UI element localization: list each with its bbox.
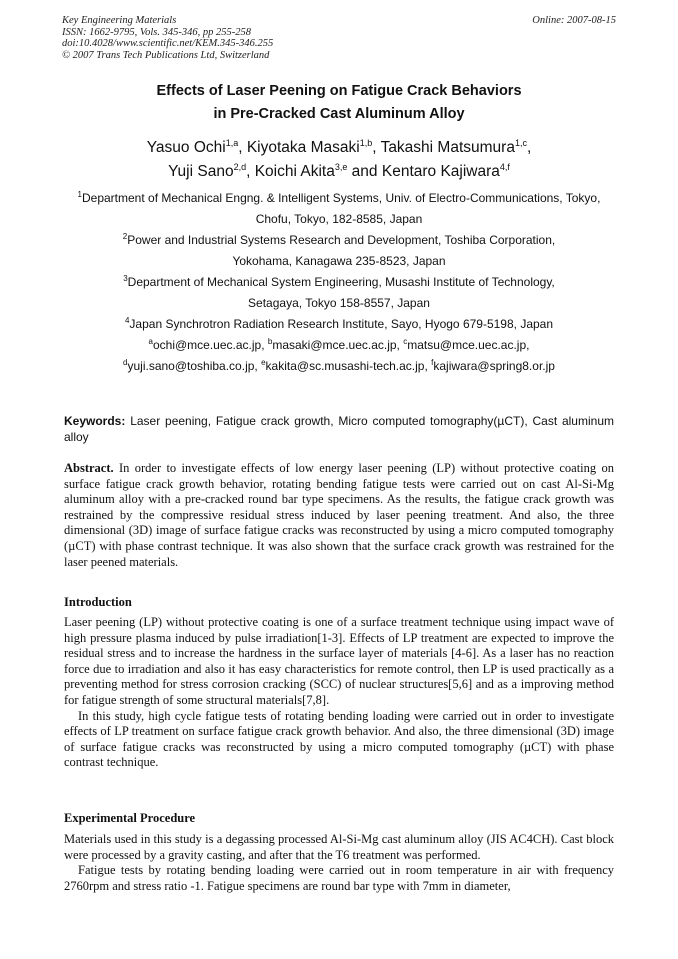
abstract-text: In order to investigate effects of low energy laser peening (LP) without protective coating on surface fatigue crack growth behavior, rotating bending fatigue tests were carried out on cast Al-Si-Mg aluminum alloy with a pre-cracked round bar type specimens. As the results, the fatigue crack growth was restrained by the compressive residual stress induced by laser peening treatment. And also, the three dimensional (3D) image of surface fatigue cracks was reconstructed by using a micro computed tomography (µCT) with phase contrast technique. It was also shown that the surface crack growth was restrained for the laser peened materials.: [64, 461, 614, 569]
author-list: [62, 136, 616, 184]
email-sup: a: [148, 337, 153, 346]
introduction-body: [64, 615, 614, 771]
affiliation-text: Japan Synchrotron Radiation Research Institute, Sayo, Hyogo 679-5198, Japan: [129, 317, 554, 331]
introduction-heading: Introduction: [64, 595, 132, 609]
affiliation-text: Department of Mechanical System Engineering, Musashi Institute of Technology,: [127, 275, 555, 289]
journal-copyright: © 2007 Trans Tech Publications Ltd, Switzerland: [62, 49, 270, 61]
affiliation-number: 2: [122, 232, 128, 241]
affiliation-number: 3: [123, 274, 128, 283]
email-link[interactable]: yuji.sano@toshiba.co.jp,: [127, 359, 258, 373]
author-name: Koichi Akita: [254, 163, 335, 180]
affiliation-1-line-2: Chofu, Tokyo, 182-8585, Japan: [255, 212, 423, 226]
email-line-1: [62, 335, 616, 356]
affiliation-1-line-1: [62, 188, 616, 209]
online-date: Online: 2007-08-15: [532, 15, 616, 26]
email-link[interactable]: kajiwara@spring8.or.jp: [433, 359, 555, 373]
affiliation-4-line-1: [62, 314, 616, 335]
affiliation-2-line-1: [62, 230, 616, 251]
email-sup: e: [261, 358, 266, 367]
keywords-label: Keywords:: [64, 414, 126, 428]
author-sup: 4,f: [499, 162, 510, 172]
affiliation-2-line-2: Yokohama, Kanagawa 235-8523, Japan: [232, 254, 446, 268]
email-sup: f: [431, 358, 434, 367]
author-sup: 2,d: [233, 162, 247, 172]
author-name: Kiyotaka Masaki: [246, 139, 360, 156]
introduction-paragraph-1: Laser peening (LP) without protective coating is one of a surface treatment technique using impact wave of high pressure plasma induced by pulse irradiation[1-3]. Effects of LP treatment are expected to improve the residual stress and to increase the hardness in the surface layer of materials [4-6]. As a laser has no reaction force due to irradiation and also it has easy characteristics for remote control, then LP is used practically as a preventing method for stress corrosion cracking (SCC) of nuclear structures[5,6] and as a improving method for fatigue strength of some structural materials[7,8].: [64, 615, 614, 707]
email-link[interactable]: kakita@sc.musashi-tech.ac.jp,: [265, 359, 428, 373]
keywords-text: Laser peening, Fatigue crack growth, Micro computed tomography(µCT), Cast aluminum alloy: [64, 414, 614, 444]
affiliation-text: Department of Mechanical Engng. & Intelligent Systems, Univ. of Electro-Communications, Tokyo,: [81, 191, 601, 205]
journal-issn: ISSN: 1662-9795, Vols. 345-346, pp 255-258: [62, 26, 251, 38]
author-line-2: Yuji Sano$^{2,d}$, Koichi Akita$^{3,e}$ and Kentaro Kajiwara$^{4,f}$: [168, 162, 510, 180]
introduction-paragraph-2: In this study, high cycle fatigue tests of rotating bending loading were carried out in order to investigate effects of LP treatment on surface fatigue crack growth behavior. And also, the three dimensional (3D) image of surface fatigue cracks was reconstructed by using a micro computed tomography (µCT) with phase contrast technique.: [64, 708, 614, 770]
author-line-1: Yasuo Ochi$^{1,a}$, Kiyotaka Masaki$^{1,b}$, Takashi Matsumura$^{1,c}$,: [146, 138, 532, 156]
affiliation-3-line-2: Setagaya, Tokyo 158-8557, Japan: [248, 296, 430, 310]
author-sup: 1,c: [514, 138, 527, 148]
abstract-label: Abstract.: [64, 461, 114, 475]
author-conjunction: and: [351, 163, 378, 180]
experimental-paragraph-2: Fatigue tests by rotating bending loading were carried out in room temperature in air with frequency 2760rpm and stress ratio -1. Fatigue specimens are round bar type with 7mm in diameter,: [64, 863, 614, 893]
author-name: Yasuo Ochi: [146, 139, 226, 156]
keywords-section: [64, 414, 614, 445]
title-line-1: Effects of Laser Peening on Fatigue Crack Behaviors: [156, 83, 522, 99]
author-sup: 1,b: [359, 138, 373, 148]
journal-header: [62, 15, 616, 61]
author-sup: 1,a: [225, 138, 239, 148]
author-name: Takashi Matsumura: [380, 139, 515, 156]
paper-title: [62, 80, 616, 126]
title-line-2: in Pre-Cracked Cast Aluminum Alloy: [213, 106, 465, 122]
email-sup: d: [123, 358, 128, 367]
journal-doi: doi:10.4028/www.scientific.net/KEM.345-346.255: [62, 38, 274, 49]
email-link[interactable]: ochi@mce.uec.ac.jp,: [152, 338, 265, 352]
abstract-section: [64, 461, 614, 570]
author-name: Yuji Sano: [168, 163, 234, 180]
experimental-body: [64, 832, 614, 894]
affiliation-number: 4: [124, 316, 130, 325]
author-name: Kentaro Kajiwara: [381, 163, 500, 180]
experimental-heading: Experimental Procedure: [64, 811, 196, 825]
journal-name: Key Engineering Materials: [62, 15, 177, 26]
email-sup: c: [403, 337, 408, 346]
email-line-2: [62, 356, 616, 377]
affiliation-text: Power and Industrial Systems Research and Development, Toshiba Corporation,: [127, 233, 556, 247]
author-sup: 3,e: [334, 162, 348, 172]
affiliation-3-line-1: [62, 272, 616, 293]
email-sup: b: [267, 337, 273, 346]
email-link[interactable]: matsu@mce.uec.ac.jp,: [407, 338, 530, 352]
email-link[interactable]: masaki@mce.uec.ac.jp,: [272, 338, 400, 352]
experimental-paragraph-1: Materials used in this study is a degassing processed Al-Si-Mg cast aluminum alloy (JIS AC4CH). Cast block were processed by a gravity casting, and after that the T6 treatment was performed.: [64, 832, 614, 862]
affiliation-list: [62, 188, 616, 377]
affiliation-number: 1: [77, 190, 82, 199]
